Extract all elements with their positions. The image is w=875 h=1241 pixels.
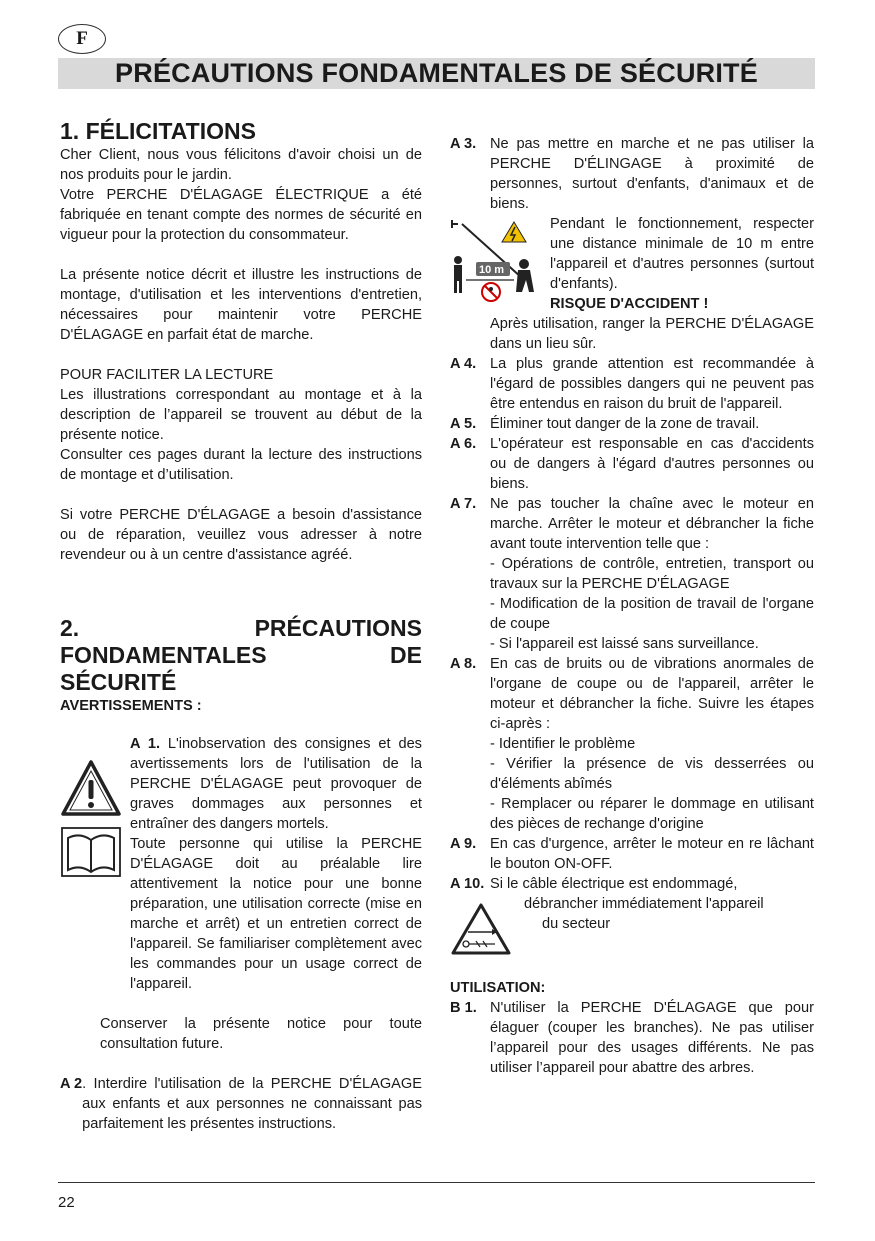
a5-text: Éliminer tout danger de la zone de travail. xyxy=(490,416,760,432)
a3-label: A 3. xyxy=(450,136,477,152)
a3-risk-text: RISQUE D'ACCIDENT ! xyxy=(550,296,709,312)
b1-item xyxy=(450,998,814,1078)
s1-paragraph-4: Les illustrations correspondant au montage et à la description de l’appareil se trouvent au début de la présente notice. xyxy=(60,387,422,443)
page-number: 22 xyxy=(58,1194,75,1211)
svg-text:10 m: 10 m xyxy=(479,264,505,276)
a1-text: L'inobservation des consignes et des avertissements lors de l'utilisation de la PERCHE D'ÉLAGAGE peut provoquer de graves dommages aux personnes et entraîner des dangers mortels. xyxy=(130,736,422,832)
s1-paragraph-6: Si votre PERCHE D'ÉLAGAGE a besoin d'assistance ou de réparation, veuillez vous adresser à notre revendeur ou à un centre d'assistance agréé. xyxy=(60,507,422,563)
a8-bullet-2: - Vérifier la présence de vis desserrées ou d'éléments abîmés xyxy=(490,756,814,792)
s1-paragraph-2: Votre PERCHE D'ÉLAGAGE ÉLECTRIQUE a été fabriquée en tenant compte des normes de sécurité en vigueur pour la protection du consommateur. xyxy=(60,187,422,243)
s1-paragraph-1: Cher Client, nous vous félicitons d'avoir choisi un de nos produits pour le jardin. xyxy=(60,147,422,183)
s1-paragraph-5: Consulter ces pages durant la lecture des instructions de montage et d’utilisation. xyxy=(60,447,422,483)
a2-item xyxy=(60,1074,422,1134)
a6-text: L'opérateur est responsable en cas d'accidents ou de dangers à l'égard d'autres personnes ou biens. xyxy=(490,436,814,492)
b1-label: B 1. xyxy=(450,1000,477,1016)
a6-label: A 6. xyxy=(450,436,477,452)
a2-label: A 2 xyxy=(60,1076,83,1092)
a3-figure-text: Pendant le fonctionnement, respecter une distance minimale de 10 m entre l'appareil et d'autres personnes (surtout d'enfants). xyxy=(550,216,814,292)
a7-bullet-1: - Opérations de contrôle, entretien, transport ou travaux sur la PERCHE D'ÉLAGAGE xyxy=(490,556,814,592)
a9-item xyxy=(450,834,814,874)
a5-item xyxy=(450,414,814,434)
distance-10m-icon xyxy=(450,214,548,304)
right-column xyxy=(450,134,814,1078)
s1-reading-heading: POUR FACILITER LA LECTURE xyxy=(60,367,274,383)
manual-book-icon xyxy=(60,826,122,878)
left-column xyxy=(60,118,422,1134)
a1-paragraph xyxy=(130,734,422,834)
a7-label: A 7. xyxy=(450,496,477,512)
a1-label: A 1. xyxy=(130,736,161,752)
a9-label: A 9. xyxy=(450,836,477,852)
s1-paragraph-3: La présente notice décrit et illustre les instructions de montage, d'utilisation et les interventions d'entretien, nécessaires pour maintenir votre PERCHE D'ÉLAGAGE en parfait état de marche. xyxy=(60,267,422,343)
b1-text: N'utiliser la PERCHE D'ÉLAGAGE que pour élaguer (couper les branches). Ne pas utiliser l’appareil pour des usages différents. Ne pas utiliser l’appareil pour abattre des arbres. xyxy=(490,1000,814,1076)
keep-manual-text: Conserver la présente notice pour toute consultation future. xyxy=(100,1016,422,1052)
a10-text-3: du secteur xyxy=(542,916,611,932)
a3-text: Ne pas mettre en marche et ne pas utiliser la PERCHE D'ÉLINGAGE à proximité de personnes, surtout d'enfants, d'animaux et de biens. xyxy=(490,136,814,212)
page-title: PRÉCAUTIONS FONDAMENTALES DE SÉCURITÉ xyxy=(58,58,815,89)
a2-text: . Interdire l'utilisation de la PERCHE D'ÉLAGAGE aux enfants et aux personnes ne connaissant pas parfaitement les présentes instructions. xyxy=(82,1076,422,1132)
damaged-cable-warning-icon xyxy=(450,902,512,956)
a4-text: La plus grande attention est recommandée à l'égard de possibles dangers qui ne peuvent pas être entendus en raison du bruit de l'appareil. xyxy=(490,356,814,412)
a10-item xyxy=(450,874,814,894)
a6-item xyxy=(450,434,814,494)
a8-label: A 8. xyxy=(450,656,477,672)
a10-label: A 10. xyxy=(450,876,485,892)
language-badge: F xyxy=(58,24,106,54)
a3-after-text: Après utilisation, ranger la PERCHE D'ÉLAGAGE dans un lieu sûr. xyxy=(490,316,814,352)
a7-bullet-3: - Si l'appareil est laissé sans surveillance. xyxy=(490,636,759,652)
a10-text: Si le câble électrique est endommagé, xyxy=(490,876,738,892)
a8-bullet-1: - Identifier le problème xyxy=(490,736,636,752)
utilisation-heading: UTILISATION: xyxy=(450,980,546,996)
a5-label: A 5. xyxy=(450,416,477,432)
a4-item xyxy=(450,354,814,414)
a10-text-2: débrancher immédiatement l'appareil xyxy=(524,896,764,912)
warning-triangle-icon xyxy=(60,758,122,820)
a3-item xyxy=(450,134,814,214)
a1-paragraph-2: Toute personne qui utilise la PERCHE D'ÉLAGAGE doit au préalable lire attentivement la notice pour une bonne préparation, une utilisation correcte (mise en marche et arrêt) et un entretien correct de l'appareil. Se familiariser complètement avec les commandes pour un usage correct de l'appareil. xyxy=(130,836,422,992)
a7-text: Ne pas toucher la chaîne avec le moteur en marche. Arrêter le moteur et débrancher la fiche avant toute intervention telle que : xyxy=(490,496,814,552)
section-2-heading: 2. PRÉCAUTIONS FONDAMENTALES DE SÉCURITÉ xyxy=(60,615,422,695)
a4-label: A 4. xyxy=(450,356,477,372)
section-1-heading: 1. FÉLICITATIONS xyxy=(60,118,256,144)
a7-item xyxy=(450,494,814,654)
a8-item xyxy=(450,654,814,834)
a8-text: En cas de bruits ou de vibrations anormales de l'organe de coupe ou de l'appareil, arrêter le moteur et débrancher la fiche. Suivre les étapes ci-après : xyxy=(490,656,814,732)
a8-bullet-3: - Remplacer ou réparer le dommage en utilisant des pièces de rechange d'origine xyxy=(490,796,814,832)
footer-divider xyxy=(58,1182,815,1183)
a9-text: En cas d'urgence, arrêter le moteur en re lâchant le bouton ON-OFF. xyxy=(490,836,814,872)
warnings-heading: AVERTISSEMENTS : xyxy=(60,698,202,714)
a7-bullet-2: - Modification de la position de travail de l'organe de coupe xyxy=(490,596,814,632)
